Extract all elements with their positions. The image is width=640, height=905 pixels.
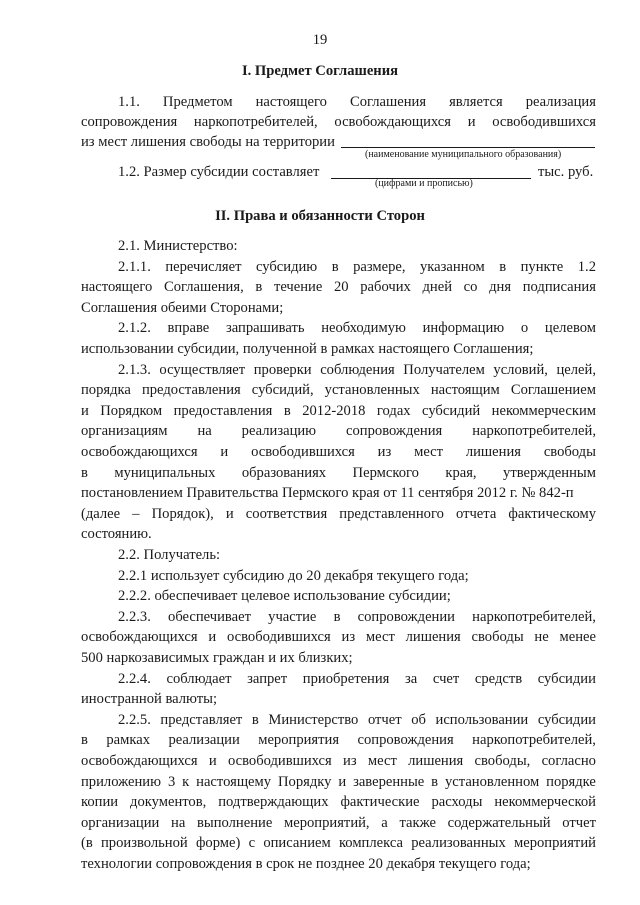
section-2-line-l27: приложению 3 к настоящему Порядку и заверенные в установленном порядке — [81, 773, 596, 790]
paragraph-1-1-line-2: сопровождения наркопотребителей, освобождающихся и освободившихся — [81, 114, 596, 130]
section-2-line-l01: 2.1. Министерство: — [118, 238, 238, 254]
section-1-title: I. Предмет Соглашения — [241, 63, 399, 79]
section-2-line-l31: технологии сопровождения в срок не позднее 20 декабря текущего года; — [81, 856, 531, 872]
section-2-line-l03: настоящего Соглашения, в течение 20 рабочих дней со дня подписания — [81, 279, 596, 296]
section-2-line-l07: 2.1.3. осуществляет проверки соблюдения Получателем условий, целей, — [118, 361, 596, 378]
paragraph-1-1-line-3: из мест лишения свободы на территории — [81, 134, 335, 150]
section-2-line-l22: 2.2.4. соблюдает запрет приобретения за счет средств субсидии — [118, 670, 596, 687]
section-2-line-l16: 2.2. Получатель: — [118, 547, 221, 563]
section-2-line-l17: 2.2.1 использует субсидию до 20 декабря текущего года; — [118, 567, 469, 584]
section-2-line-l04: Соглашения обеими Сторонами; — [81, 299, 284, 316]
section-2-line-l19: 2.2.3. обеспечивает участие в сопровождении наркопотребителей, — [118, 608, 596, 625]
subsidy-caption: (цифрами и прописью) — [375, 178, 473, 189]
territory-blank-line — [341, 147, 595, 148]
paragraph-1-2-text: 1.2. Размер субсидии составляет — [118, 164, 320, 180]
section-2-line-l14: (далее – Порядок), и соответствия представленного отчета фактическому — [81, 505, 596, 522]
page-number: 19 — [312, 32, 328, 48]
section-2-line-l26: освобождающихся и освободившихся из мест лишения свободы, согласно — [81, 753, 596, 769]
territory-caption: (наименование муниципального образования) — [365, 149, 562, 160]
section-2-line-l10: организациям на реализацию сопровождения наркопотребителей, — [81, 423, 596, 440]
section-2-line-l29: организации на выполнение мероприятий, а также содержательный отчет — [81, 814, 596, 831]
section-2-line-l24: 2.2.5. представляет в Министерство отчет об использовании субсидии — [118, 711, 596, 728]
section-2-line-l30: (в произвольной форме) с описанием комплекса реализованных мероприятий — [81, 835, 596, 852]
section-2-line-l20: освобождающихся и освободившихся из мест лишения свободы не менее — [81, 629, 596, 646]
section-2-line-l06: использовании субсидии, полученной в рамках настоящего Соглашения; — [81, 341, 534, 357]
section-2-line-l11: освобождающихся и освободившихся из мест лишения свободы — [81, 444, 596, 460]
paragraph-1-1-line-1: 1.1. Предметом настоящего Соглашения является реализация — [118, 94, 596, 110]
section-2-line-l05: 2.1.2. вправе запрашивать необходимую информацию о целевом — [118, 320, 596, 337]
section-2-line-l13: постановлением Правительства Пермского края от 11 сентября 2012 г. № 842-п — [81, 485, 574, 502]
section-2-line-l09: и Порядком предоставления в 2012-2018 годах субсидий некоммерческим — [81, 402, 596, 419]
section-2-line-l02: 2.1.1. перечисляет субсидию в размере, указанном в пункте 1.2 — [118, 258, 596, 275]
section-2-title: II. Права и обязанности Сторон — [215, 208, 425, 224]
section-2-line-l28: копии документов, подтверждающих фактические расходы некоммерческой — [81, 794, 596, 811]
section-2-line-l12: в муниципальных образованиях Пермского края, утвержденным — [81, 464, 596, 481]
section-2-line-l15: состоянию. — [81, 526, 152, 543]
section-2-line-l25: в рамках реализации мероприятия сопровождения наркопотребителей, — [81, 732, 596, 749]
section-2-line-l18: 2.2.2. обеспечивает целевое использование субсидии; — [118, 588, 451, 605]
subsidy-unit: тыс. руб. — [538, 164, 594, 180]
section-2-line-l08: порядка предоставления субсидий, установленных настоящим Соглашением — [81, 382, 596, 399]
section-2-line-l23: иностранной валюты; — [81, 691, 217, 708]
section-2-line-l21: 500 наркозависимых граждан и их близких; — [81, 650, 353, 666]
